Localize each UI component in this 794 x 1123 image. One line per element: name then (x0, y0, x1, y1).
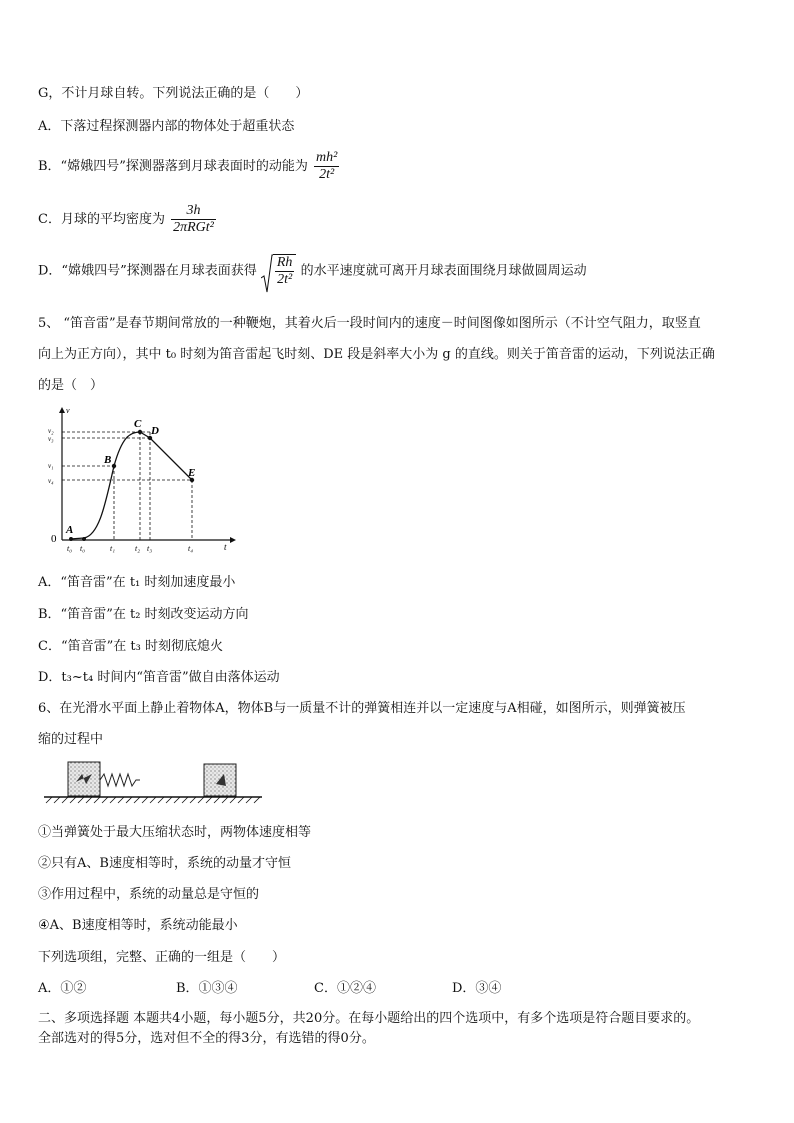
q4-option-d-fraction (275, 255, 295, 288)
tick-v3: v₃ (48, 435, 54, 443)
tick-v1: v₁ (48, 462, 54, 470)
q4-option-c-text: C．月球的平均密度为 (38, 212, 165, 227)
q5-line-1: 5、 “笛音雷”是春节期间常放的一种鞭炮，其着火后一段时间内的速度－时间图像如图所示（不计空气阻力，取竖直 (38, 316, 701, 331)
tick-t2: t₂ (135, 544, 141, 553)
q4-option-b-denominator: 2t² (319, 167, 335, 182)
label-b: B (104, 454, 112, 466)
q6-option-c: C．①②④ (314, 981, 376, 996)
tick-t0-b: t₀ (80, 544, 86, 553)
q5-option-b: B．“笛音雷”在 t₂ 时刻改变运动方向 (38, 607, 249, 622)
velocity-time-graph (40, 405, 240, 555)
q4-option-d-text: D．“嫦娥四号”探测器在月球表面获得 (38, 263, 257, 279)
q6-line-1: 6、在光滑水平面上静止着物体A，物体B与一质量不计的弹簧相连并以一定速度与A相碰，如图所示，则弹簧被压 (38, 701, 686, 716)
q5-option-c: C．“笛音雷”在 t₃ 时刻彻底熄火 (38, 639, 223, 654)
q4-option-b-fraction (314, 150, 339, 183)
sqrt-sign-icon (261, 254, 273, 294)
q6-option-b: B．①③④ (176, 981, 238, 996)
v-axis-label: v (66, 406, 70, 415)
point-t0 (82, 537, 86, 541)
spring-collision-diagram (42, 758, 264, 806)
v-axis-arrow-icon (59, 407, 65, 413)
tick-t3: t₃ (147, 544, 153, 553)
label-e: E (188, 467, 196, 479)
q4-option-d-suffix: 的水平速度就可离开月球表面围绕月球做圆周运动 (300, 263, 587, 279)
q4-option-b-numerator: mh² (316, 150, 338, 165)
q4-option-c-denominator: 2πRGt² (173, 220, 214, 235)
q4-option-c (38, 203, 218, 236)
t-axis-label: t (224, 542, 227, 552)
q5-option-a: A．“笛音雷”在 t₁ 时刻加速度最小 (38, 575, 236, 590)
tick-t0-a: t₀ (67, 544, 73, 553)
q4-option-c-numerator: 3h (171, 203, 216, 220)
q5-line-3: 的是（ ） (38, 378, 104, 393)
label-a: A (66, 524, 74, 536)
point-b (112, 464, 116, 468)
velocity-curve (70, 432, 192, 539)
q6-statement-2: ②只有A、B速度相等时，系统的动量才守恒 (38, 856, 291, 871)
q4-option-d (38, 254, 587, 288)
point-c (138, 430, 142, 434)
q4-stem-tail: G，不计月球自转。下列说法正确的是（ ） (38, 86, 309, 101)
label-c: C (134, 418, 142, 430)
q6-statement-4: ④A、B速度相等时，系统动能最小 (38, 918, 238, 933)
tick-t1: t₁ (110, 544, 116, 553)
tick-v2: v₂ (48, 427, 54, 435)
q4-option-d-denominator: 2t² (277, 272, 293, 287)
q6-statement-1: ①当弹簧处于最大压缩状态时，两物体速度相等 (38, 825, 312, 840)
q6-statement-3: ③作用过程中，系统的动量总是守恒的 (38, 887, 260, 902)
tick-t4: t₄ (188, 544, 194, 553)
label-d: D (151, 425, 159, 437)
q5-line-2: 向上为正方向），其中 t₀ 时刻为笛音雷起飞时刻、DE 段是斜率大小为 g 的直线。则关于笛音雷的运动，下列说法正确 (38, 347, 715, 362)
tick-v4: v₄ (48, 477, 54, 485)
q6-prompt: 下列选项组，完整、正确的一组是（ ） (38, 950, 286, 965)
point-a (69, 537, 73, 541)
section2-line-2: 全部选对的得5分，选对但不全的得3分，有选错的得0分。 (38, 1031, 375, 1046)
spring-icon (100, 774, 140, 786)
q6-line-2: 缩的过程中 (38, 732, 104, 747)
section2-line-1: 二、多项选择题 本题共4小题，每小题5分，共20分。在每小题给出的四个选项中，有多个选项是符合题目要求的。 (38, 1011, 700, 1026)
q4-option-d-numerator: Rh (276, 255, 293, 270)
q4-option-a: A．下落过程探测器内部的物体处于超重状态 (38, 119, 295, 134)
q6-option-a: A．①② (38, 981, 87, 996)
ground-hatching (46, 797, 260, 803)
q6-options (38, 977, 501, 996)
q4-option-b-text: B．“嫦娥四号”探测器落到月球表面时的动能为 (38, 159, 308, 174)
t-axis-arrow-icon (230, 537, 236, 543)
q4-option-d-sqrt (261, 254, 297, 288)
q4-option-c-fraction (171, 203, 216, 236)
q5-option-d: D．t₃~t₄ 时间内“笛音雷”做自由落体运动 (38, 670, 280, 685)
origin-label: 0 (51, 533, 57, 545)
q6-option-d: D．③④ (452, 981, 502, 996)
q4-option-b (38, 150, 341, 183)
